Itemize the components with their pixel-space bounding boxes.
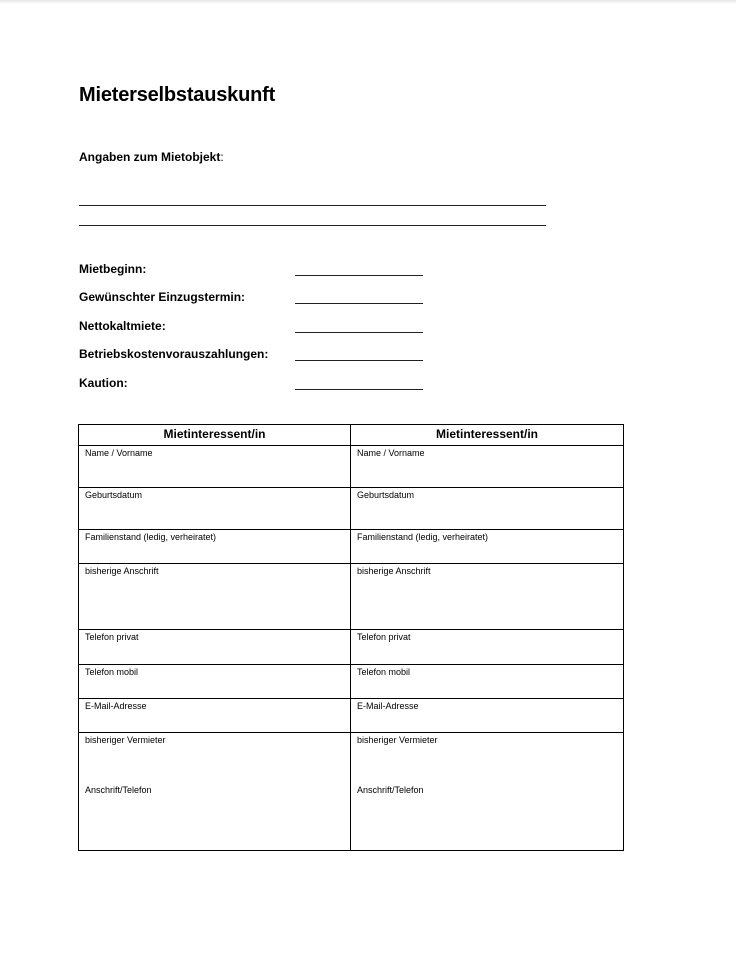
cell-label: bisheriger Vermieter [85,735,166,745]
field-label: Mietbeginn: [79,262,147,276]
table-cell-tenant-1[interactable] [79,699,351,733]
table-row [79,630,624,665]
cell-sublabel: Anschrift/Telefon [85,785,152,795]
object-section-label [79,150,224,164]
cell-label: Telefon privat [357,632,411,642]
table-cell-tenant-1[interactable] [79,446,351,488]
field-kaution [79,376,424,394]
table-row [79,699,624,733]
object-section-label-text: Angaben zum Mietobjekt [79,150,221,164]
table-row [79,564,624,630]
cell-label: Geburtsdatum [357,490,415,500]
table-header-tenant-1: Mietinteressent/in [79,425,351,446]
table-cell-tenant-2[interactable] [351,446,624,488]
table-cell-tenant-1[interactable] [79,530,351,564]
table-cell-tenant-2[interactable] [351,630,624,665]
cell-label: Name / Vorname [85,448,153,458]
cell-label: Telefon mobil [85,667,139,677]
document-title: Mieterselbstauskunft [79,84,276,106]
cell-sublabel: Anschrift/Telefon [357,785,424,795]
cell-label: E-Mail-Adresse [357,701,419,711]
field-blank-line[interactable] [295,303,423,304]
table-cell-tenant-2[interactable] [351,530,624,564]
cell-label: Telefon privat [85,632,139,642]
table-cell-tenant-1[interactable] [79,733,351,851]
field-nettokaltmiete [79,319,424,337]
object-line-1[interactable] [79,205,546,206]
cell-label: Name / Vorname [357,448,425,458]
table-cell-tenant-2[interactable] [351,488,624,530]
field-blank-line[interactable] [295,332,423,333]
table-cell-tenant-1[interactable] [79,564,351,630]
field-blank-line[interactable] [295,360,423,361]
page-top-edge [0,0,736,4]
cell-label: E-Mail-Adresse [85,701,147,711]
tenant-table [78,424,624,851]
field-blank-line[interactable] [295,389,423,390]
table-cell-tenant-2[interactable] [351,665,624,699]
field-label: Betriebskostenvorauszahlungen: [79,347,269,361]
cell-label: bisheriger Vermieter [357,735,438,745]
field-mietbeginn [79,262,424,280]
table-cell-tenant-1[interactable] [79,630,351,665]
field-label: Kaution: [79,376,128,390]
table-row [79,530,624,564]
cell-label: bisherige Anschrift [85,566,159,576]
table-row [79,665,624,699]
table-cell-tenant-2[interactable] [351,733,624,851]
table-row [79,733,624,851]
cell-label: bisherige Anschrift [357,566,431,576]
table-header-row [79,425,624,446]
table-row [79,488,624,530]
field-blank-line[interactable] [295,275,423,276]
object-section-colon: : [220,150,224,164]
table-cell-tenant-2[interactable] [351,564,624,630]
object-line-2[interactable] [79,225,546,226]
table-cell-tenant-1[interactable] [79,488,351,530]
cell-label: Familienstand (ledig, verheiratet) [357,532,489,542]
field-einzugstermin [79,290,424,308]
field-betriebskosten [79,347,424,365]
table-cell-tenant-1[interactable] [79,665,351,699]
cell-label: Geburtsdatum [85,490,143,500]
field-label: Nettokaltmiete: [79,319,166,333]
cell-label: Familienstand (ledig, verheiratet) [85,532,217,542]
table-row [79,446,624,488]
field-label: Gewünschter Einzugstermin: [79,290,246,304]
table-header-tenant-2: Mietinteressent/in [351,425,624,446]
cell-label: Telefon mobil [357,667,411,677]
table-cell-tenant-2[interactable] [351,699,624,733]
